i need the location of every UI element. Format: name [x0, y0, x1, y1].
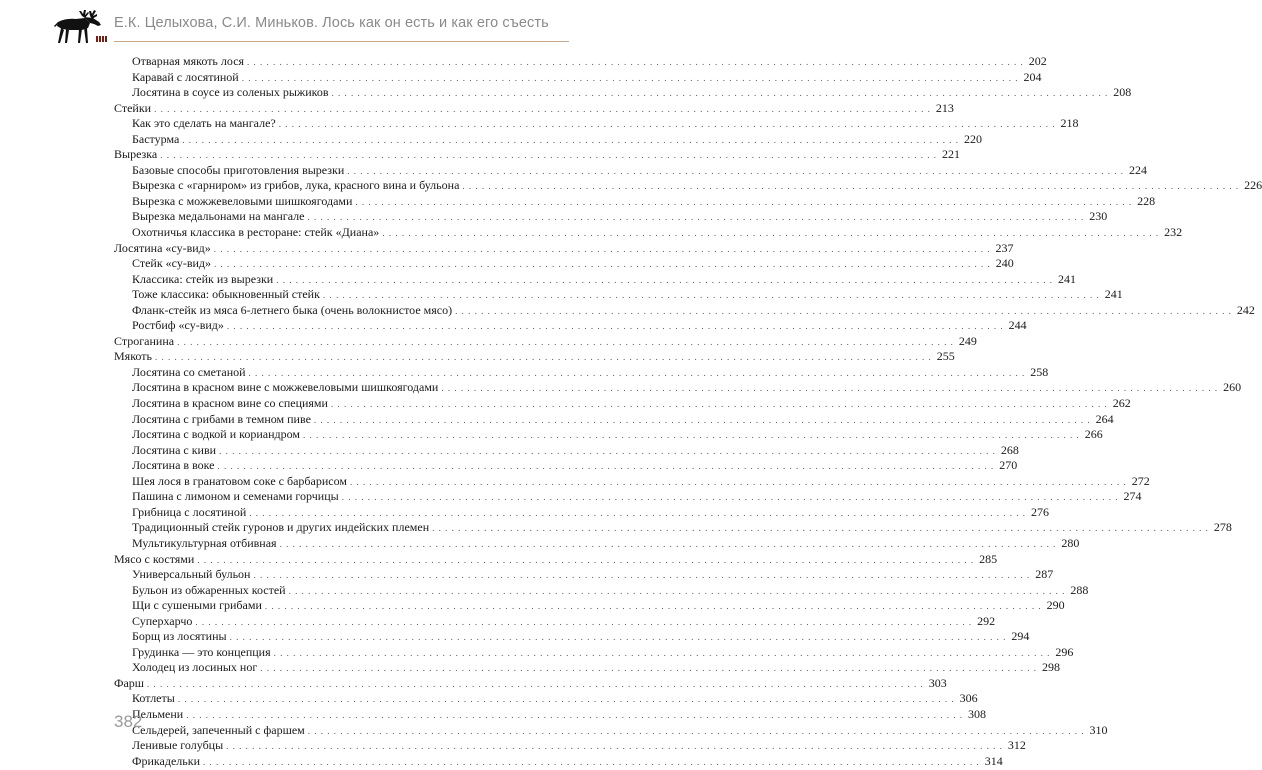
toc-entry-title: Грудинка — это концепция	[132, 644, 271, 659]
toc-entry-title: Лосятина в красном вине со специями	[132, 396, 328, 411]
toc-leader-dots: . . . . . . . . . . . . . . . . . . . . . . . . . . . . . . . . . . . . . . . . . . . . . . . . . . . . . . . . . . . . . . . . . . . . . . . . . . . . . . . . . . . . . . . . . . . . . . . . . . . . . . . . . . . . . . . . . . . . . . . .	[154, 103, 931, 114]
toc-entry	[114, 520, 1232, 536]
toc-entry-page: 280	[1061, 535, 1080, 550]
toc-leader-dots: . . . . . . . . . . . . . . . . . . . . . . . . . . . . . . . . . . . . . . . . . . . . . . . . . . . . . . . . . . . . . . . . . . . . . . . . . . . . . . . . . . . . . . . . . . . . . . . . . . . . . . . . . . . . . . . . . . . . . . . .	[214, 259, 991, 270]
toc-section	[114, 349, 955, 365]
toc-entry-page: 240	[995, 256, 1014, 271]
toc-entry	[114, 209, 1108, 225]
toc-entry-title: Пашина с лимоном и семенами горчицы	[132, 489, 339, 504]
toc-entry-page: 237	[995, 240, 1014, 255]
toc-entry-title: Лосятина в красном вине с можжевеловыми шишкоягодами	[132, 380, 439, 395]
toc-entry-page: 274	[1123, 489, 1142, 504]
toc-entry-page: 276	[1031, 504, 1050, 519]
toc-entry-title: Бастурма	[132, 131, 180, 146]
toc-leader-dots: . . . . . . . . . . . . . . . . . . . . . . . . . . . . . . . . . . . . . . . . . . . . . . . . . . . . . . . . . . . . . . . . . . . . . . . . . . . . . . . . . . . . . . . . . . . . . . . . . . . . . . . . . . . . . . . . . . . . . . . .	[248, 367, 1026, 378]
toc-entry	[114, 162, 1148, 179]
page-number: 382	[114, 712, 143, 731]
toc-entry-title: Как это сделать на мангале?	[132, 116, 276, 131]
toc-entry-title: Холодец из лосиных ног	[132, 660, 258, 675]
toc-section	[114, 551, 998, 568]
toc-entry	[114, 302, 1255, 319]
toc-entry	[114, 660, 1061, 676]
toc-entry-page: 292	[977, 613, 996, 628]
toc-entry-title: Охотничья классика в ресторане: стейк «Диана»	[132, 225, 380, 240]
toc-entry-page: 272	[1131, 473, 1150, 488]
toc-leader-dots: . . . . . . . . . . . . . . . . . . . . . . . . . . . . . . . . . . . . . . . . . . . . . . . . . . . . . . . . . . . . . . . . . . . . . . . . . . . . . . . . . . . . . . . . . . . . . . . . . . . . . . . . . . . . . . . . . . . . . . . .	[147, 678, 924, 689]
toc-entry	[114, 582, 1089, 599]
toc-entry-title: Каравай с лосятиной	[132, 69, 239, 84]
toc-entry	[114, 69, 1042, 86]
toc-entry	[114, 738, 1026, 754]
toc-entry-title: Фрикадельки	[132, 753, 201, 768]
toc-entry-page: 296	[1055, 644, 1074, 659]
toc-leader-dots: . . . . . . . . . . . . . . . . . . . . . . . . . . . . . . . . . . . . . . . . . . . . . . . . . . . . . . . . . . . . . . . . . . . . . . . . . . . . . . . . . . . . . . . . . . . . . . . . . . . . . . . . . . . . . . . . . . . . . . . .	[322, 290, 1100, 301]
toc-entry-title: Шея лося в гранатовом соке с барбарисом	[132, 473, 347, 488]
toc-entry-page: 220	[964, 131, 983, 146]
toc-leader-dots: . . . . . . . . . . . . . . . . . . . . . . . . . . . . . . . . . . . . . . . . . . . . . . . . . . . . . . . . . . . . . . . . . . . . . . . . . . . . . . . . . . . . . . . . . . . . . . . . . . . . . . . . . . . . . . . . . . . . . . . .	[276, 274, 1053, 285]
toc-entry-page: 228	[1137, 193, 1156, 208]
toc-entry-page: 218	[1060, 116, 1079, 131]
toc-entry	[114, 380, 1242, 396]
toc-entry	[114, 629, 1030, 645]
toc-entry	[114, 458, 1018, 474]
toc-entry-page: 226	[1244, 178, 1262, 193]
toc-leader-dots: . . . . . . . . . . . . . . . . . . . . . . . . . . . . . . . . . . . . . . . . . . . . . . . . . . . . . . . . . . . . . . . . . . . . . . . . . . . . . . . . . . . . . . . . . . . . . . . . . . . . . . . . . . . . . . . . . . . . . . . .	[288, 585, 1066, 596]
toc-entry-page: 244	[1008, 318, 1027, 333]
toc-section	[114, 333, 977, 350]
toc-leader-dots: . . . . . . . . . . . . . . . . . . . . . . . . . . . . . . . . . . . . . . . . . . . . . . . . . . . . . . . . . . . . . . . . . . . . . . . . . . . . . . . . . . . . . . . . . . . . . . . . . . . . . . . . . . . . . . . . . . . . . . . .	[462, 181, 1240, 192]
toc-entry-page: 242	[1236, 302, 1255, 317]
toc-entry-title: Борщ из лосятины	[132, 629, 227, 644]
toc-leader-dots: . . . . . . . . . . . . . . . . . . . . . . . . . . . . . . . . . . . . . . . . . . . . . . . . . . . . . . . . . . . . . . . . . . . . . . . . . . . . . . . . . . . . . . . . . . . . . . . . . . . . . . . . . . . . . . . . . . . . . . . .	[160, 150, 938, 161]
toc-entry-page: 249	[958, 333, 977, 348]
toc-entry-title: Мясо с костями	[114, 551, 195, 566]
toc-leader-dots: . . . . . . . . . . . . . . . . . . . . . . . . . . . . . . . . . . . . . . . . . . . . . . . . . . . . . . . . . . . . . . . . . . . . . . . . . . . . . . . . . . . . . . . . . . . . . . . . . . . . . . . . . . . . . . . . . . . . . . . .	[177, 694, 955, 705]
toc-leader-dots: . . . . . . . . . . . . . . . . . . . . . . . . . . . . . . . . . . . . . . . . . . . . . . . . . . . . . . . . . . . . . . . . . . . . . . . . . . . . . . . . . . . . . . . . . . . . . . . . . . . . . . . . . . . . . . . . . . . . . . . .	[195, 616, 973, 627]
toc-entry	[114, 644, 1074, 661]
toc-leader-dots: . . . . . . . . . . . . . . . . . . . . . . . . . . . . . . . . . . . . . . . . . . . . . . . . . . . . . . . . . . . . . . . . . . . . . . . . . . . . . . . . . . . . . . . . . . . . . . . . . . . . . . . . . . . . . . . . . . . . . . . .	[341, 492, 1119, 503]
toc-leader-dots: . . . . . . . . . . . . . . . . . . . . . . . . . . . . . . . . . . . . . . . . . . . . . . . . . . . . . . . . . . . . . . . . . . . . . . . . . . . . . . . . . . . . . . . . . . . . . . . . . . . . . . . . . . . . . . . . . . . . . . . .	[278, 119, 1056, 130]
header-rule	[114, 41, 569, 42]
toc-leader-dots: . . . . . . . . . . . . . . . . . . . . . . . . . . . . . . . . . . . . . . . . . . . . . . . . . . . . . . . . . . . . . . . . . . . . . . . . . . . . . . . . . . . . . . . . . . . . . . . . . . . . . . . . . . . . . . . . . . . . . . . .	[455, 305, 1232, 316]
toc-entry-page: 298	[1042, 660, 1061, 675]
toc-section	[114, 100, 954, 117]
toc-leader-dots: . . . . . . . . . . . . . . . . . . . . . . . . . . . . . . . . . . . . . . . . . . . . . . . . . . . . . . . . . . . . . . . . . . . . . . . . . . . . . . . . . . . . . . . . . . . . . . . . . . . . . . . . . . . . . . . . . . . . . . . .	[229, 632, 1007, 643]
toc-entry	[114, 427, 1103, 443]
toc-entry-page: 312	[1007, 738, 1026, 753]
toc-entry	[114, 489, 1142, 505]
toc-entry-title: Лосятина со сметаной	[132, 364, 246, 379]
toc-leader-dots: . . . . . . . . . . . . . . . . . . . . . . . . . . . . . . . . . . . . . . . . . . . . . . . . . . . . . . . . . . . . . . . . . . . . . . . . . . . . . . . . . . . . . . . . . . . . . . . . . . . . . . . . . . . . . . . . . . . . . . . .	[226, 741, 1003, 752]
toc-leader-dots: . . . . . . . . . . . . . . . . . . . . . . . . . . . . . . . . . . . . . . . . . . . . . . . . . . . . . . . . . . . . . . . . . . . . . . . . . . . . . . . . . . . . . . . . . . . . . . . . . . . . . . . . . . . . . . . . . . . . . . . .	[279, 538, 1057, 549]
toc-entry-page: 258	[1030, 364, 1049, 379]
toc-entry-title: Классика: стейк из вырезки	[132, 271, 274, 286]
toc-section	[114, 147, 961, 163]
toc-entry	[114, 193, 1156, 210]
toc-entry	[114, 722, 1108, 739]
table-of-contents	[114, 54, 1262, 769]
toc-leader-dots: . . . . . . . . . . . . . . . . . . . . . . . . . . . . . . . . . . . . . . . . . . . . . . . . . . . . . . . . . . . . . . . . . . . . . . . . . . . . . . . . . . . . . . . . . . . . . . . . . . . . . . . . . . . . . . . . . . . . . . . .	[349, 476, 1127, 487]
toc-entry-title: Универсальный бульон	[132, 567, 251, 582]
toc-leader-dots: . . . . . . . . . . . . . . . . . . . . . . . . . . . . . . . . . . . . . . . . . . . . . . . . . . . . . . . . . . . . . . . . . . . . . . . . . . . . . . . . . . . . . . . . . . . . . . . . . . . . . . . . . . . . . . . . . . . . . . . .	[441, 383, 1219, 394]
toc-entry-title: Традиционный стейк гуронов и других индейских племен	[132, 520, 430, 535]
toc-entry-title: Ростбиф «су-вид»	[132, 318, 224, 333]
toc-leader-dots: . . . . . . . . . . . . . . . . . . . . . . . . . . . . . . . . . . . . . . . . . . . . . . . . . . . . . . . . . . . . . . . . . . . . . . . . . . . . . . . . . . . . . . . . . . . . . . . . . . . . . . . . . . . . . . . . . . . . . . . .	[182, 134, 960, 145]
toc-entry-page: 306	[959, 691, 978, 706]
toc-entry-page: 290	[1046, 598, 1065, 613]
toc-leader-dots: . . . . . . . . . . . . . . . . . . . . . . . . . . . . . . . . . . . . . . . . . . . . . . . . . . . . . . . . . . . . . . . . . . . . . . . . . . . . . . . . . . . . . . . . . . . . . . . . . . . . . . . . . . . . . . . . . . . . . . . .	[247, 57, 1024, 67]
toc-entry-page: 262	[1112, 396, 1131, 411]
toc-entry-title: Вырезка медальонами на мангале	[132, 209, 305, 224]
toc-entry	[114, 287, 1123, 303]
toc-entry	[114, 753, 1003, 770]
toc-entry-page: 208	[1113, 85, 1132, 100]
toc-entry	[114, 85, 1132, 101]
toc-entry-title: Лосятина в соусе из соленых рыжиков	[132, 85, 329, 100]
toc-entry-page: 204	[1023, 69, 1042, 84]
toc-entry-page: 224	[1129, 162, 1148, 177]
toc-entry-title: Вырезка с можжевеловыми шишкоягодами	[132, 193, 353, 208]
toc-entry-title: Тоже классика: обыкновенный стейк	[132, 287, 320, 302]
toc-entry-title: Стейки	[114, 100, 152, 115]
toc-leader-dots: . . . . . . . . . . . . . . . . . . . . . . . . . . . . . . . . . . . . . . . . . . . . . . . . . . . . . . . . . . . . . . . . . . . . . . . . . . . . . . . . . . . . . . . . . . . . . . . . . . . . . . . . . . . . . . . . . . . . . . . .	[154, 352, 932, 363]
toc-leader-dots: . . . . . . . . . . . . . . . . . . . . . . . . . . . . . . . . . . . . . . . . . . . . . . . . . . . . . . . . . . . . . . . . . . . . . . . . . . . . . . . . . . . . . . . . . . . . . . . . . . . . . . . . . . . . . . . . . . . . . . . .	[213, 243, 991, 254]
toc-leader-dots: . . . . . . . . . . . . . . . . . . . . . . . . . . . . . . . . . . . . . . . . . . . . . . . . . . . . . . . . . . . . . . . . . . . . . . . . . . . . . . . . . . . . . . . . . . . . . . . . . . . . . . . . . . . . . . . . . . . . . . . .	[219, 445, 996, 456]
toc-entry	[114, 504, 1050, 521]
toc-entry-page: 294	[1011, 629, 1030, 644]
page-header	[0, 0, 600, 46]
toc-entry-page: 303	[928, 675, 947, 690]
toc-entry	[114, 364, 1049, 381]
toc-entry-page: 268	[1000, 442, 1019, 457]
toc-entry	[114, 225, 1183, 241]
toc-entry	[114, 442, 1019, 459]
toc-entry-page: 310	[1089, 722, 1108, 737]
toc-entry-page: 232	[1164, 225, 1183, 240]
toc-entry	[114, 131, 983, 148]
toc-entry-page: 287	[1035, 567, 1054, 582]
moose-logo-icon	[52, 10, 108, 44]
toc-entry-page: 270	[999, 458, 1018, 473]
toc-entry-title: Бульон из обжаренных костей	[132, 582, 286, 597]
toc-leader-dots: . . . . . . . . . . . . . . . . . . . . . . . . . . . . . . . . . . . . . . . . . . . . . . . . . . . . . . . . . . . . . . . . . . . . . . . . . . . . . . . . . . . . . . . . . . . . . . . . . . . . . . . . . . . . . . . . . . . . . . . .	[432, 523, 1209, 534]
toc-leader-dots: . . . . . . . . . . . . . . . . . . . . . . . . . . . . . . . . . . . . . . . . . . . . . . . . . . . . . . . . . . . . . . . . . . . . . . . . . . . . . . . . . . . . . . . . . . . . . . . . . . . . . . . . . . . . . . . . . . . . . . . .	[186, 709, 963, 720]
toc-entry-title: Котлеты	[132, 691, 175, 706]
toc-entry	[114, 396, 1131, 412]
toc-leader-dots: . . . . . . . . . . . . . . . . . . . . . . . . . . . . . . . . . . . . . . . . . . . . . . . . . . . . . . . . . . . . . . . . . . . . . . . . . . . . . . . . . . . . . . . . . . . . . . . . . . . . . . . . . . . . . . . . . . . . . . . .	[260, 663, 1038, 674]
toc-leader-dots: . . . . . . . . . . . . . . . . . . . . . . . . . . . . . . . . . . . . . . . . . . . . . . . . . . . . . . . . . . . . . . . . . . . . . . . . . . . . . . . . . . . . . . . . . . . . . . . . . . . . . . . . . . . . . . . . . . . . . . . .	[217, 461, 995, 472]
toc-leader-dots: . . . . . . . . . . . . . . . . . . . . . . . . . . . . . . . . . . . . . . . . . . . . . . . . . . . . . . . . . . . . . . . . . . . . . . . . . . . . . . . . . . . . . . . . . . . . . . . . . . . . . . . . . . . . . . . . . . . . . . . .	[197, 554, 975, 565]
toc-entry	[114, 178, 1262, 194]
toc-leader-dots: . . . . . . . . . . . . . . . . . . . . . . . . . . . . . . . . . . . . . . . . . . . . . . . . . . . . . . . . . . . . . . . . . . . . . . . . . . . . . . . . . . . . . . . . . . . . . . . . . . . . . . . . . . . . . . . . . . . . . . . .	[203, 756, 980, 767]
toc-leader-dots: . . . . . . . . . . . . . . . . . . . . . . . . . . . . . . . . . . . . . . . . . . . . . . . . . . . . . . . . . . . . . . . . . . . . . . . . . . . . . . . . . . . . . . . . . . . . . . . . . . . . . . . . . . . . . . . . . . . . . . . .	[249, 507, 1027, 518]
toc-entry-title: Сельдерей, запеченный с фаршем	[132, 722, 305, 737]
toc-entry-title: Мультикультурная отбивная	[132, 535, 277, 550]
toc-entry-title: Лосятина «су-вид»	[114, 240, 211, 255]
toc-entry	[114, 567, 1054, 583]
toc-entry-page: 241	[1104, 287, 1123, 302]
toc-entry-page: 213	[935, 100, 954, 115]
toc-entry-page: 285	[979, 551, 998, 566]
toc-leader-dots: . . . . . . . . . . . . . . . . . . . . . . . . . . . . . . . . . . . . . . . . . . . . . . . . . . . . . . . . . . . . . . . . . . . . . . . . . . . . . . . . . . . . . . . . . . . . . . . . . . . . . . . . . . . . . . . . . . . . . . . .	[273, 647, 1051, 658]
toc-entry	[114, 706, 986, 723]
toc-leader-dots: . . . . . . . . . . . . . . . . . . . . . . . . . . . . . . . . . . . . . . . . . . . . . . . . . . . . . . . . . . . . . . . . . . . . . . . . . . . . . . . . . . . . . . . . . . . . . . . . . . . . . . . . . . . . . . . . . . . . . . . .	[307, 725, 1085, 736]
toc-leader-dots: . . . . . . . . . . . . . . . . . . . . . . . . . . . . . . . . . . . . . . . . . . . . . . . . . . . . . . . . . . . . . . . . . . . . . . . . . . . . . . . . . . . . . . . . . . . . . . . . . . . . . . . . . . . . . . . . . . . . . . . .	[313, 414, 1091, 425]
toc-leader-dots: . . . . . . . . . . . . . . . . . . . . . . . . . . . . . . . . . . . . . . . . . . . . . . . . . . . . . . . . . . . . . . . . . . . . . . . . . . . . . . . . . . . . . . . . . . . . . . . . . . . . . . . . . . . . . . . . . . . . . . . .	[347, 165, 1125, 176]
toc-leader-dots: . . . . . . . . . . . . . . . . . . . . . . . . . . . . . . . . . . . . . . . . . . . . . . . . . . . . . . . . . . . . . . . . . . . . . . . . . . . . . . . . . . . . . . . . . . . . . . . . . . . . . . . . . . . . . . . . . . . . . . . .	[330, 399, 1108, 410]
toc-entry-title: Вырезка с «гарниром» из грибов, лука, красного вина и бульона	[132, 178, 460, 193]
toc-entry-title: Базовые способы приготовления вырезки	[132, 162, 345, 177]
toc-entry-page: 308	[967, 706, 986, 721]
toc-leader-dots: . . . . . . . . . . . . . . . . . . . . . . . . . . . . . . . . . . . . . . . . . . . . . . . . . . . . . . . . . . . . . . . . . . . . . . . . . . . . . . . . . . . . . . . . . . . . . . . . . . . . . . . . . . . . . . . . . . . . . . . .	[177, 336, 954, 347]
toc-leader-dots: . . . . . . . . . . . . . . . . . . . . . . . . . . . . . . . . . . . . . . . . . . . . . . . . . . . . . . . . . . . . . . . . . . . . . . . . . . . . . . . . . . . . . . . . . . . . . . . . . . . . . . . . . . . . . . . . . . . . . . . .	[264, 601, 1042, 612]
toc-entry	[114, 271, 1076, 288]
toc-leader-dots: . . . . . . . . . . . . . . . . . . . . . . . . . . . . . . . . . . . . . . . . . . . . . . . . . . . . . . . . . . . . . . . . . . . . . . . . . . . . . . . . . . . . . . . . . . . . . . . . . . . . . . . . . . . . . . . . . . . . . . . .	[253, 570, 1031, 581]
toc-entry-page: 202	[1028, 54, 1047, 68]
toc-entry-title: Пельмени	[132, 706, 184, 721]
toc-entry	[114, 116, 1079, 132]
toc-leader-dots: . . . . . . . . . . . . . . . . . . . . . . . . . . . . . . . . . . . . . . . . . . . . . . . . . . . . . . . . . . . . . . . . . . . . . . . . . . . . . . . . . . . . . . . . . . . . . . . . . . . . . . . . . . . . . . . . . . . . . . . .	[303, 430, 1080, 441]
toc-entry-title: Лосятина с водкой и кориандром	[132, 427, 300, 442]
toc-entry	[114, 411, 1114, 428]
toc-section	[114, 240, 1014, 257]
toc-section	[114, 675, 947, 692]
toc-entry-title: Стейк «су-вид»	[132, 256, 212, 271]
toc-leader-dots: . . . . . . . . . . . . . . . . . . . . . . . . . . . . . . . . . . . . . . . . . . . . . . . . . . . . . . . . . . . . . . . . . . . . . . . . . . . . . . . . . . . . . . . . . . . . . . . . . . . . . . . . . . . . . . . . . . . . . . . .	[331, 88, 1109, 99]
toc-entry-title: Строганина	[114, 333, 175, 348]
toc-entry	[114, 691, 978, 707]
toc-leader-dots: . . . . . . . . . . . . . . . . . . . . . . . . . . . . . . . . . . . . . . . . . . . . . . . . . . . . . . . . . . . . . . . . . . . . . . . . . . . . . . . . . . . . . . . . . . . . . . . . . . . . . . . . . . . . . . . . . . . . . . . .	[307, 212, 1085, 223]
toc-entry-title: Отварная мякоть лося	[132, 54, 245, 68]
toc-entry	[114, 256, 1014, 272]
toc-entry-page: 266	[1084, 427, 1103, 442]
toc-entry-page: 221	[942, 147, 961, 162]
toc-entry	[114, 598, 1065, 614]
toc-entry-title: Фарш	[114, 675, 145, 690]
toc-entry-title: Фланк-стейк из мяса 6-летнего быка (очень волокнистое мясо)	[132, 302, 453, 317]
toc-entry-page: 264	[1095, 411, 1114, 426]
toc-entry-title: Лосятина с грибами в темном пиве	[132, 411, 311, 426]
toc-entry	[114, 535, 1080, 552]
toc-entry	[114, 613, 996, 630]
toc-leader-dots: . . . . . . . . . . . . . . . . . . . . . . . . . . . . . . . . . . . . . . . . . . . . . . . . . . . . . . . . . . . . . . . . . . . . . . . . . . . . . . . . . . . . . . . . . . . . . . . . . . . . . . . . . . . . . . . . . . . . . . . .	[355, 196, 1133, 207]
toc-entry-title: Лосятина в воке	[132, 458, 215, 473]
toc-leader-dots: . . . . . . . . . . . . . . . . . . . . . . . . . . . . . . . . . . . . . . . . . . . . . . . . . . . . . . . . . . . . . . . . . . . . . . . . . . . . . . . . . . . . . . . . . . . . . . . . . . . . . . . . . . . . . . . . . . . . . . . .	[226, 321, 1004, 332]
toc-entry-title: Ленивые голубцы	[132, 738, 224, 753]
toc-entry-title: Щи с сушеными грибами	[132, 598, 262, 613]
toc-leader-dots: . . . . . . . . . . . . . . . . . . . . . . . . . . . . . . . . . . . . . . . . . . . . . . . . . . . . . . . . . . . . . . . . . . . . . . . . . . . . . . . . . . . . . . . . . . . . . . . . . . . . . . . . . . . . . . . . . . . . . . . .	[382, 228, 1160, 239]
toc-entry-page: 260	[1223, 380, 1242, 395]
toc-entry-title: Суперхарчо	[132, 613, 193, 628]
toc-entry	[114, 473, 1150, 490]
toc-entry-page: 230	[1089, 209, 1108, 224]
toc-entry	[114, 318, 1027, 334]
toc-entry-page: 255	[936, 349, 955, 364]
toc-entry-page: 288	[1070, 582, 1089, 597]
running-header-title: Е.К. Целыхова, С.И. Миньков. Лось как он есть и как его съесть	[114, 15, 549, 31]
toc-entry-title: Мякоть	[114, 349, 152, 364]
toc-entry-page: 278	[1213, 520, 1232, 535]
toc-entry-page: 241	[1057, 271, 1076, 286]
toc-entry-title: Грибница с лосятиной	[132, 504, 247, 519]
toc-entry-title: Вырезка	[114, 147, 158, 162]
toc-entry	[114, 54, 1047, 70]
toc-entry-title: Лосятина с киви	[132, 442, 217, 457]
toc-entry-page: 314	[984, 753, 1003, 768]
toc-leader-dots: . . . . . . . . . . . . . . . . . . . . . . . . . . . . . . . . . . . . . . . . . . . . . . . . . . . . . . . . . . . . . . . . . . . . . . . . . . . . . . . . . . . . . . . . . . . . . . . . . . . . . . . . . . . . . . . . . . . . . . . .	[241, 72, 1019, 83]
